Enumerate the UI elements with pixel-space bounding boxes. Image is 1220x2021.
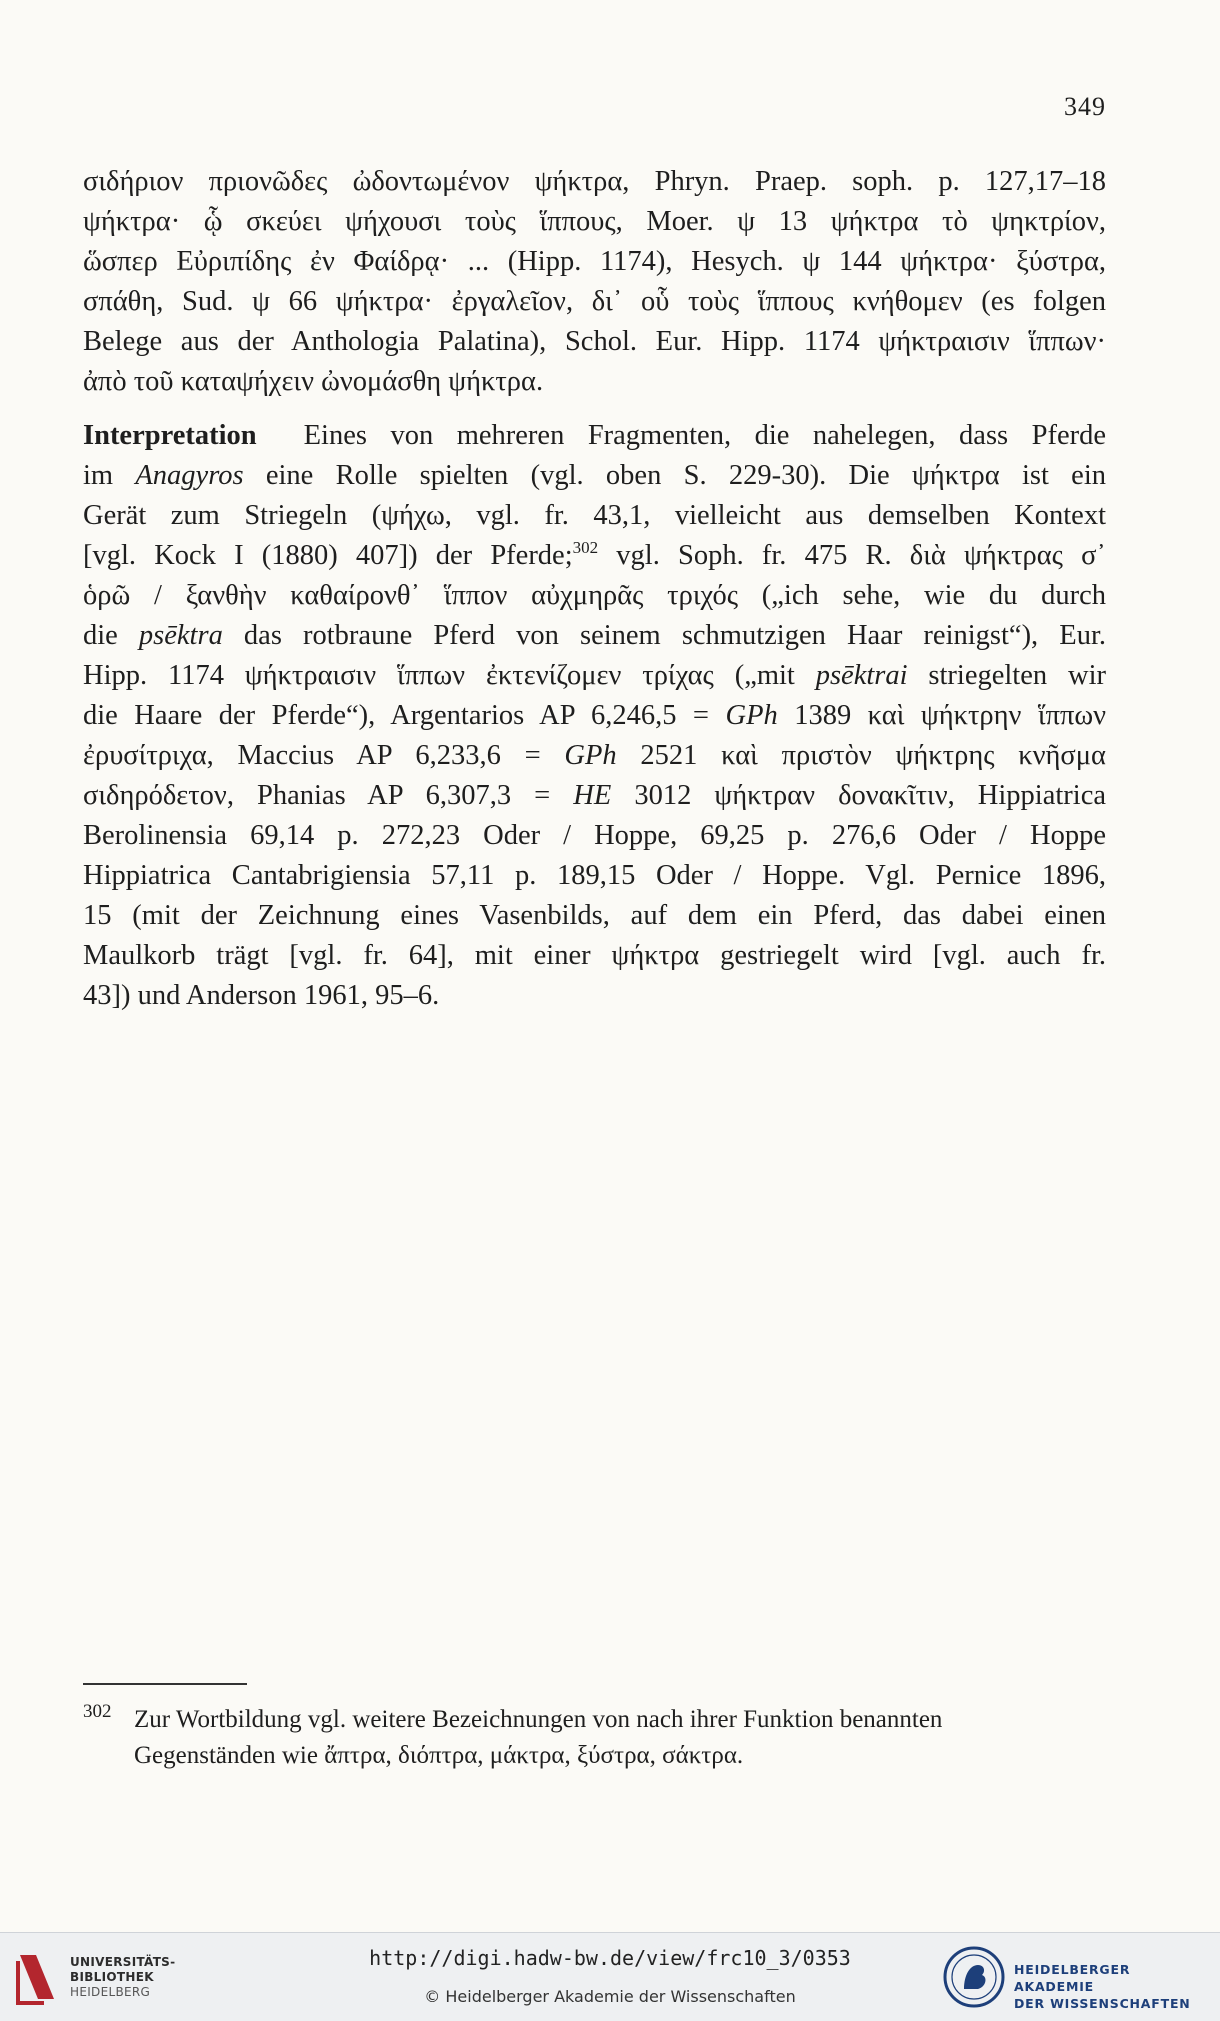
text-line: ἀπὸ τοῦ καταψήχειν ὠνομάσθη ψήκτρα.: [83, 366, 544, 397]
paragraph-sources: [83, 162, 1106, 402]
text-line: Gerät zum Striegeln (ψήχω, vgl. fr. 43,1, vielleicht aus demselben Kontext: [83, 500, 1106, 531]
text-line: 43]) und Anderson 1961, 95–6.: [83, 980, 440, 1011]
text-span: 3012 ψήκτραν δονακῖτιν, Hippiatrica: [611, 780, 1106, 811]
text-line: Belege aus der Anthologia Palatina), Schol. Eur. Hipp. 1174 ψήκτραισιν ἵππων·: [83, 326, 1106, 357]
text-span: striegelten wir: [907, 660, 1106, 691]
text-line: σπάθη, Sud. ψ 66 ψήκτρα· ἐργαλεῖον, δι᾽ οὗ τοὺς ἵππους κνήθομεν (es folgen: [83, 286, 1106, 317]
text-span: Eines von mehreren Fragmenten, die nahelegen, dass Pferde: [303, 420, 1107, 451]
text-span: Hipp. 1174 ψήκτραισιν ἵππων ἐκτενίζομεν τρίχας („mit: [83, 660, 816, 691]
text-line: σιδήριον πριονῶδες ὠδοντωμένον ψήκτρα, Phryn. Praep. soph. p. 127,17–18: [83, 166, 1106, 197]
text-line: ὥσπερ Εὐριπίδης ἐν Φαίδρᾳ· ... (Hipp. 1174), Hesych. ψ 144 ψήκτρα· ξύστρα,: [83, 246, 1106, 277]
paragraph-interpretation: [83, 416, 1106, 1016]
italic-span: GPh: [564, 740, 617, 771]
logo-text-line: HEIDELBERGER AKADEMIE: [1014, 1962, 1131, 1994]
text-line: 15 (mit der Zeichnung eines Vasenbilds, auf dem ein Pferd, das dabei einen: [83, 900, 1106, 931]
footnote-number: 302: [83, 1701, 112, 1722]
text-line: [83, 776, 1106, 816]
logo-text-line: DER WISSENSCHAFTEN: [1014, 1996, 1191, 2011]
text-span: σιδηρόδετον, Phanias AP 6,307,3 =: [83, 780, 574, 811]
logo-text-line: BIBLIOTHEK: [70, 1970, 154, 1984]
text-line: [83, 456, 1106, 496]
italic-span: GPh: [725, 700, 778, 731]
academy-name: [1014, 1961, 1212, 2012]
italic-span: psēktrai: [815, 660, 908, 691]
page-number: 349: [1064, 92, 1106, 121]
italic-span: psēktra: [138, 620, 223, 651]
logo-text-line: UNIVERSITÄTS-: [70, 1955, 176, 1969]
viewer-footer: [0, 1932, 1220, 2021]
italic-span: HE: [573, 780, 612, 811]
footnote-text: [134, 1702, 1108, 1774]
section-heading: Interpretation: [83, 420, 257, 451]
text-span: vgl. Soph. fr. 475 R. διὰ ψήκτρας σ᾽: [598, 540, 1106, 571]
text-line: Zur Wortbildung vgl. weitere Bezeichnungen von nach ihrer Funktion benannten: [134, 1706, 943, 1733]
academy-logo[interactable]: [942, 1945, 1212, 2011]
text-line: Hippiatrica Cantabrigiensia 57,11 p. 189,15 Oder / Hoppe. Vgl. Pernice 1896,: [83, 860, 1106, 891]
footnote: [83, 1702, 1108, 1774]
text-span: ἐρυσίτριχα, Maccius AP 6,233,6 =: [83, 740, 565, 771]
text-span: im: [83, 460, 136, 491]
text-line: Berolinensia 69,14 p. 272,23 Oder / Hoppe, 69,25 p. 276,6 Oder / Hoppe: [83, 820, 1106, 851]
text-line: [83, 536, 1106, 576]
text-line: [83, 616, 1106, 656]
copyright-notice: © Heidelberger Akademie der Wissenschaften: [424, 1987, 796, 2006]
text-span: die: [83, 620, 139, 651]
text-line: ὁρῶ / ξανθὴν καθαίρονθ᾽ ἵππον αὐχμηρᾶς τριχός („ich sehe, wie du durch: [83, 580, 1106, 611]
text-span: 1389 καὶ ψήκτρην ἵππων: [777, 700, 1106, 731]
text-line: [83, 736, 1106, 776]
main-text: [83, 162, 1106, 1016]
text-line: ψήκτρα· ᾧ σκεύει ψήχουσι τοὺς ἵππους, Moer. ψ 13 ψήκτρα τὸ ψηκτρίον,: [83, 206, 1106, 237]
permalink-url[interactable]: http://digi.hadw-bw.de/view/frc10_3/0353: [369, 1946, 851, 1970]
text-span: das rotbraune Pferd von seinem schmutzigen Haar reinigst“), Eur.: [222, 620, 1106, 651]
footnote-ref[interactable]: 302: [572, 538, 599, 557]
italic-span: Anagyros: [135, 460, 244, 491]
text-span: eine Rolle spielten (vgl. oben S. 229-30). Die ψήκτρα ist ein: [243, 460, 1107, 491]
footnote-divider: [83, 1683, 247, 1685]
text-span: 2521 καὶ πριστὸν ψήκτρης κνῆσμα: [616, 740, 1106, 771]
text-line: [83, 656, 1106, 696]
text-line: Maulkorb trägt [vgl. fr. 64], mit einer ψήκτρα gestriegelt wird [vgl. auch fr.: [83, 940, 1106, 971]
text-line: [83, 696, 1106, 736]
logo-text-line: HEIDELBERG: [70, 1985, 151, 1999]
text-span: die Haare der Pferde“), Argentarios AP 6,246,5 =: [83, 700, 726, 731]
hadw-seal-logo-icon: [942, 1945, 1006, 2009]
text-span: [vgl. Kock I (1880) 407]) der Pferde;: [83, 540, 573, 571]
text-line: Gegenständen wie ἄπτρα, διόπτρα, μάκτρα, ξύστρα, σάκτρα.: [134, 1742, 744, 1769]
text-line: [83, 416, 1106, 456]
